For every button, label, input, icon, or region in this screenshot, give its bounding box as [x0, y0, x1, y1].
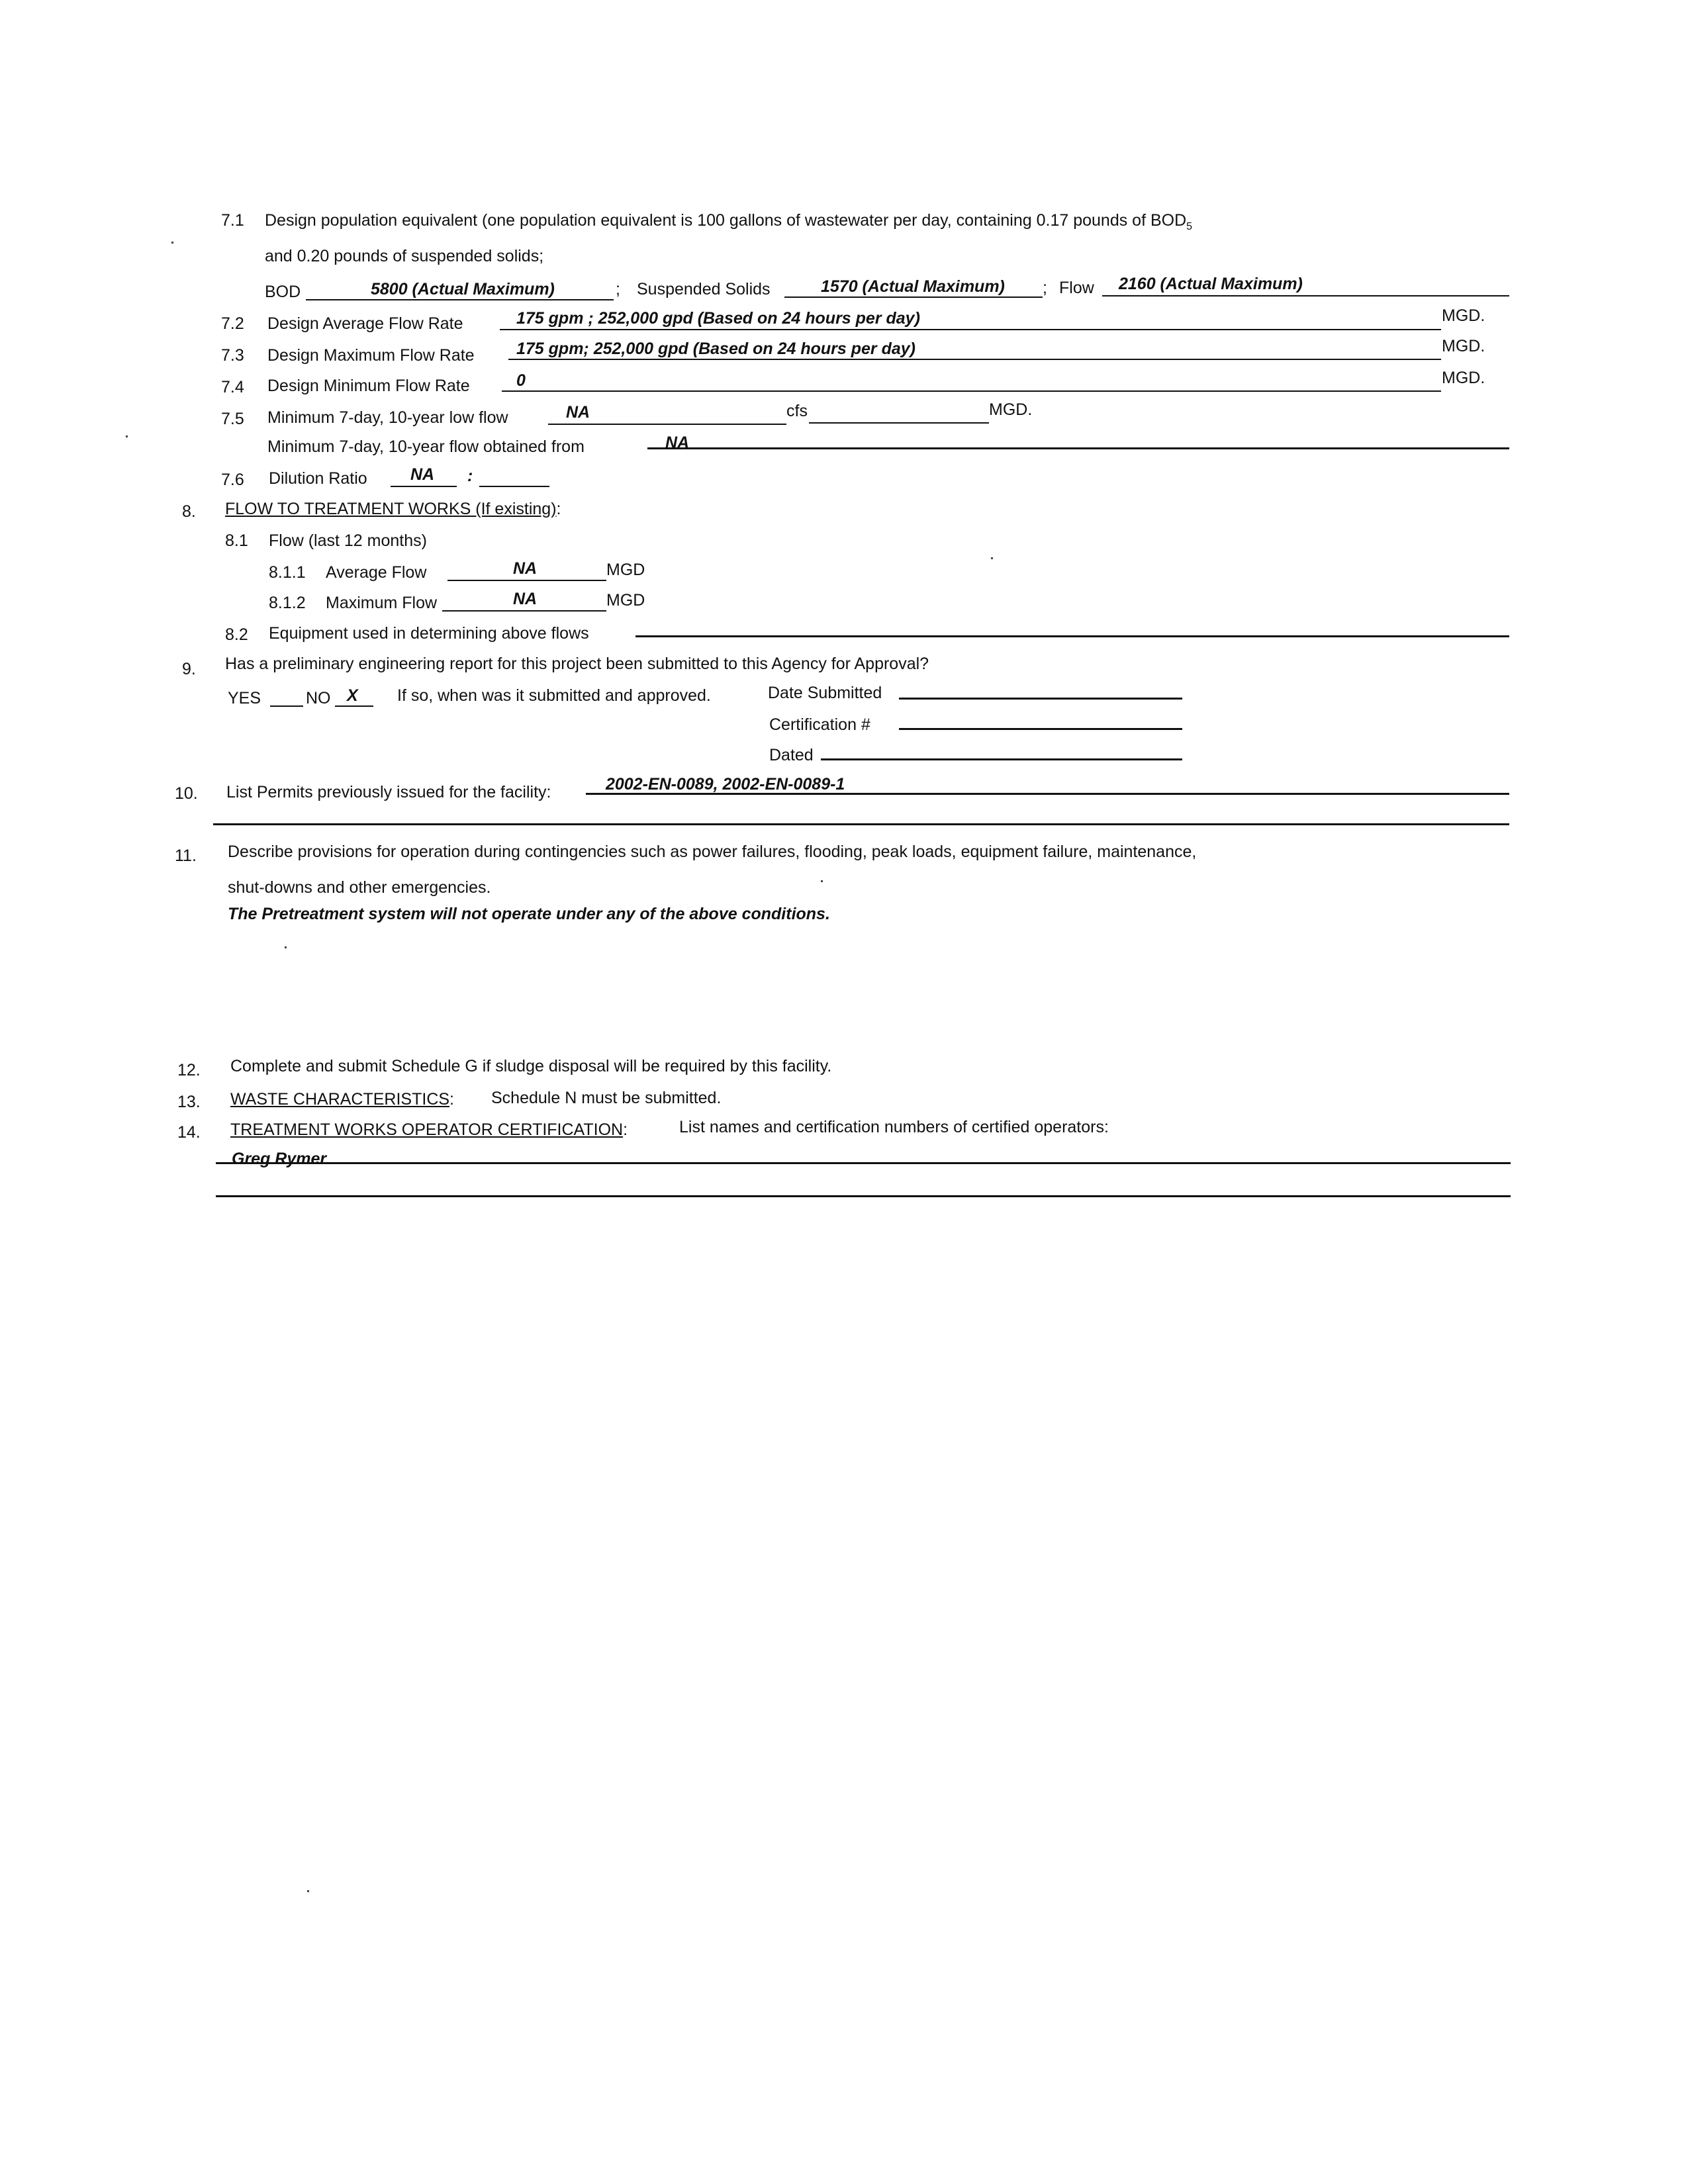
certification-field[interactable]: [899, 728, 1182, 730]
colon: :: [556, 500, 561, 518]
design-maximum-flow-value[interactable]: 175 gpm; 252,000 gpd (Based on 24 hours per day): [516, 340, 915, 358]
section-number: 7.4: [221, 378, 244, 396]
contingencies-text: Describe provisions for operation during contingencies such as power failures, flooding, peak loads, equipment failure, maintenance,: [228, 842, 1197, 861]
section-8-title: FLOW TO TREATMENT WORKS (If existing): [225, 500, 557, 518]
operator-certification-title: TREATMENT WORKS OPERATOR CERTIFICATION: [230, 1120, 624, 1139]
low-flow-value[interactable]: NA: [566, 403, 590, 422]
suspended-solids-label: Suspended Solids: [637, 280, 771, 298]
bod-subscript: 5: [1186, 221, 1193, 232]
section-number: 8.1.2: [269, 594, 306, 612]
contingencies-answer: The Pretreatment system will not operate under any of the above conditions.: [228, 905, 830, 923]
separator: ;: [616, 280, 620, 298]
unit-label: MGD.: [1442, 369, 1485, 387]
design-minimum-flow-value[interactable]: 0: [516, 371, 526, 390]
bod-value[interactable]: 5800 (Actual Maximum): [371, 280, 555, 298]
scan-speck: [171, 242, 173, 244]
section-number: 9.: [182, 660, 196, 678]
certification-label: Certification #: [769, 715, 870, 734]
operator-field-line: [216, 1162, 1511, 1164]
section-7-1-text2: and 0.20 pounds of suspended solids;: [265, 247, 544, 265]
flow-label: Flow: [1059, 279, 1094, 297]
scan-speck: [991, 557, 993, 559]
scan-speck: [821, 880, 823, 882]
equipment-field-line: [635, 635, 1509, 637]
unit-label: cfs: [786, 402, 808, 420]
maximum-flow-label: Maximum Flow: [326, 594, 438, 612]
ss-field-line: [784, 296, 1043, 298]
permits-label: List Permits previously issued for the facility:: [226, 783, 551, 801]
section-number: 8.1.1: [269, 563, 306, 582]
schedule-g-text: Complete and submit Schedule G if sludge disposal will be required by this facility.: [230, 1057, 832, 1075]
maximum-flow-value[interactable]: NA: [513, 590, 538, 608]
section-number: 8.1: [225, 531, 248, 550]
dilution-ratio-label: Dilution Ratio: [269, 469, 367, 488]
waste-characteristics-title: WASTE CHARACTERISTICS: [230, 1090, 450, 1109]
scan-speck: [285, 946, 287, 948]
waste-characteristics-heading: [230, 1089, 454, 1109]
bod-label: BOD: [265, 283, 301, 301]
dated-label: Dated: [769, 746, 814, 764]
dilution-ratio-line: [391, 486, 457, 487]
flow-source-value[interactable]: NA: [665, 433, 690, 452]
bod-field-line: [306, 299, 614, 300]
section-number: 10.: [175, 784, 198, 803]
yes-field-line[interactable]: [270, 705, 303, 707]
permits-field-line-2: [213, 823, 1509, 825]
schedule-n-text: Schedule N must be submitted.: [491, 1089, 722, 1107]
low-flow-label: Minimum 7-day, 10-year low flow: [267, 408, 508, 427]
min-flow-field-line: [502, 390, 1441, 392]
design-average-flow-value[interactable]: 175 gpm ; 252,000 gpd (Based on 24 hours per day): [516, 309, 920, 328]
section-number: 14.: [177, 1123, 201, 1142]
scan-speck: [307, 1890, 309, 1892]
low-flow-mgd-line: [809, 422, 989, 424]
average-flow-line: [447, 580, 606, 581]
unit-label: MGD: [606, 561, 645, 579]
followup-text: If so, when was it submitted and approved.: [397, 686, 711, 705]
permits-value[interactable]: 2002-EN-0089, 2002-EN-0089-1: [606, 775, 845, 794]
no-field-line: [335, 705, 373, 707]
section-number: 7.2: [221, 314, 244, 333]
separator: :: [467, 467, 473, 485]
average-flow-value[interactable]: NA: [513, 559, 538, 578]
section-number: 7.6: [221, 471, 244, 489]
flow-last-12-months-label: Flow (last 12 months): [269, 531, 427, 550]
section-7-1-main: Design population equivalent (one population equivalent is 100 gallons of wastewater per day, containing 0.17 pounds of BOD: [265, 211, 1187, 230]
date-submitted-field[interactable]: [899, 698, 1182, 700]
flow-value[interactable]: 2160 (Actual Maximum): [1119, 275, 1303, 293]
average-flow-label: Average Flow: [326, 563, 427, 582]
section-number: 7.1: [221, 211, 244, 230]
flow-source-label: Minimum 7-day, 10-year flow obtained from: [267, 437, 585, 456]
section-number: 7.3: [221, 346, 244, 365]
section-number: 7.5: [221, 410, 244, 428]
dilution-ratio-line: [479, 486, 549, 487]
low-flow-cfs-line: [548, 424, 786, 425]
unit-label: MGD.: [989, 400, 1033, 419]
design-minimum-flow-label: Design Minimum Flow Rate: [267, 377, 470, 395]
contingencies-text-2: shut-downs and other emergencies.: [228, 878, 491, 897]
avg-flow-field-line: [500, 329, 1441, 330]
flow-field-line: [1102, 295, 1509, 296]
operator-name[interactable]: Greg Rymer: [232, 1150, 327, 1168]
scan-speck: [126, 435, 128, 437]
operator-field-line-2: [216, 1195, 1511, 1197]
colon: :: [449, 1090, 454, 1109]
operator-certification-heading: [230, 1120, 628, 1140]
engineering-report-question: Has a preliminary engineering report for this project been submitted to this Agency for Approval?: [225, 655, 929, 673]
maximum-flow-line: [442, 610, 606, 612]
section-number: 12.: [177, 1061, 201, 1079]
flow-source-field-line: [647, 447, 1509, 449]
section-7-1-text: [265, 210, 1192, 237]
yes-label: YES: [228, 689, 261, 707]
unit-label: MGD: [606, 591, 645, 610]
colon: :: [623, 1120, 628, 1139]
unit-label: MGD.: [1442, 306, 1485, 325]
section-number: 8.: [182, 502, 196, 521]
no-label: NO: [306, 689, 331, 707]
section-8-heading: [225, 499, 561, 519]
unit-label: MGD.: [1442, 337, 1485, 355]
suspended-solids-value[interactable]: 1570 (Actual Maximum): [821, 277, 1005, 296]
dated-field[interactable]: [821, 758, 1182, 760]
no-value[interactable]: X: [347, 686, 358, 705]
section-number: 11.: [175, 846, 197, 865]
dilution-ratio-value[interactable]: NA: [410, 465, 435, 484]
equipment-label: Equipment used in determining above flows: [269, 624, 589, 643]
design-maximum-flow-label: Design Maximum Flow Rate: [267, 346, 475, 365]
max-flow-field-line: [508, 359, 1441, 360]
operator-instructions: List names and certification numbers of certified operators:: [679, 1118, 1109, 1136]
separator: ;: [1043, 279, 1047, 297]
section-number: 8.2: [225, 625, 248, 644]
section-number: 13.: [177, 1093, 201, 1111]
design-average-flow-label: Design Average Flow Rate: [267, 314, 463, 333]
date-submitted-label: Date Submitted: [768, 684, 882, 702]
